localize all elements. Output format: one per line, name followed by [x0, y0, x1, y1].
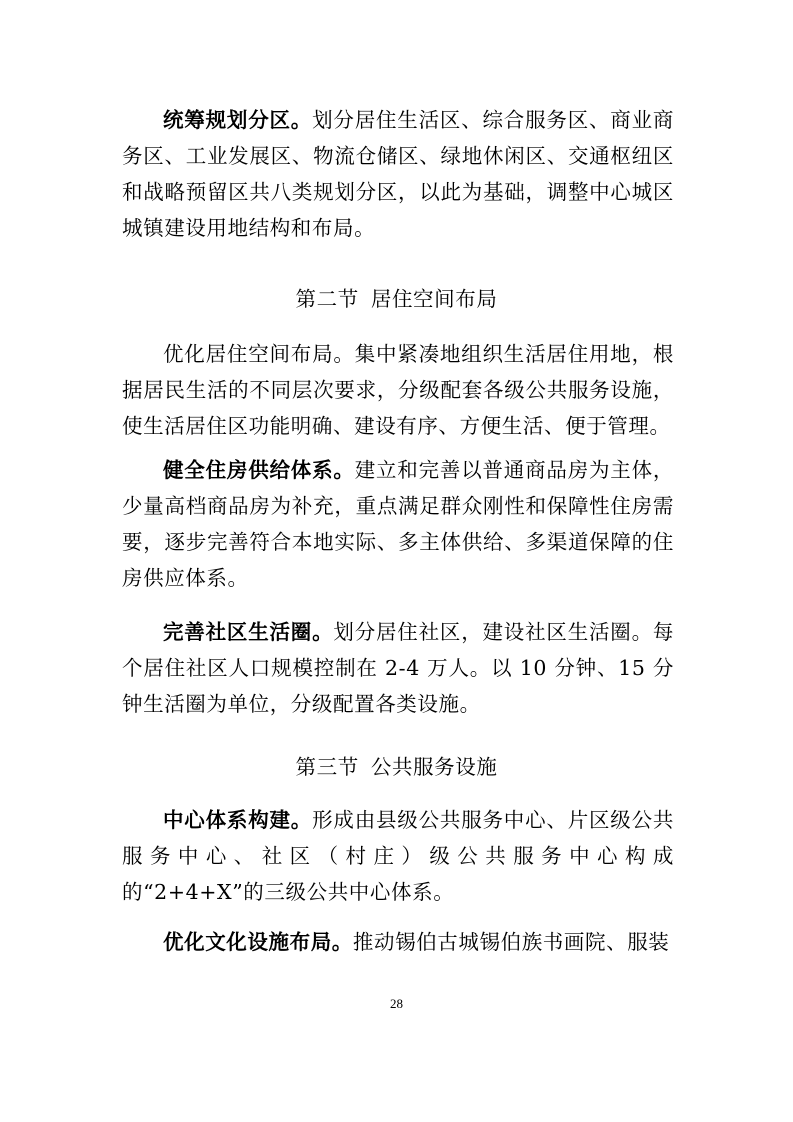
section-number: 第二节 [295, 287, 359, 311]
paragraph-body: 推动锡伯古城锡伯族书画院、服装 [352, 930, 670, 954]
paragraph-lead: 优化文化设施布局。 [163, 930, 353, 954]
paragraph-lead: 统筹规划分区。 [163, 108, 313, 132]
paragraph-body: 建立和完善以普通商品房为主体，少量高档商品房为补充，重点满足群众刚性和保障性住房需要，逐步完善符合本地实际、多主体供给、多渠道保障的住房供应体系。 [122, 458, 674, 590]
paragraph-lead: 中心体系构建。 [163, 808, 313, 832]
section-heading-residential [0, 281, 793, 317]
paragraph-residential-layout [122, 336, 674, 444]
paragraph-lead: 完善社区生活圈。 [163, 620, 334, 644]
paragraph-center-system [122, 802, 674, 910]
section-title: 公共服务设施 [370, 755, 498, 779]
paragraph-housing-supply [122, 452, 674, 596]
section-number: 第三节 [295, 755, 359, 779]
paragraph-body: 划分居住生活区、综合服务区、商业商务区、工业发展区、物流仓储区、绿地休闲区、交通枢纽区和战略预留区共八类规划分区，以此为基础，调整中心城区城镇建设用地结构和布局。 [122, 108, 675, 240]
paragraph-body: 形成由县级公共服务中心、片区级公共服务中心、社区（村庄）级公共服务中心构成的“2+4+X”的三级公共中心体系。 [122, 808, 675, 904]
paragraph-zoning [122, 102, 674, 246]
paragraph-body: 划分居住社区，建设社区生活圈。每个居住社区人口规模控制在 2-4 万人。以 10 分钟、15 分钟生活圈为单位，分级配置各类设施。 [122, 620, 674, 716]
paragraph-community-circle [122, 614, 674, 722]
section-title: 居住空间布局 [370, 287, 498, 311]
paragraph-lead: 健全住房供给体系。 [163, 458, 355, 482]
section-heading-public-services [0, 749, 793, 785]
paragraph-culture-facilities [122, 924, 674, 960]
page-number: 28 [390, 996, 403, 1011]
paragraph-body: 优化居住空间布局。集中紧凑地组织生活居住用地，根据居民生活的不同层次要求，分级配套各级公共服务设施，使生活居住区功能明确、建设有序、方便生活、便于管理。 [122, 342, 674, 438]
